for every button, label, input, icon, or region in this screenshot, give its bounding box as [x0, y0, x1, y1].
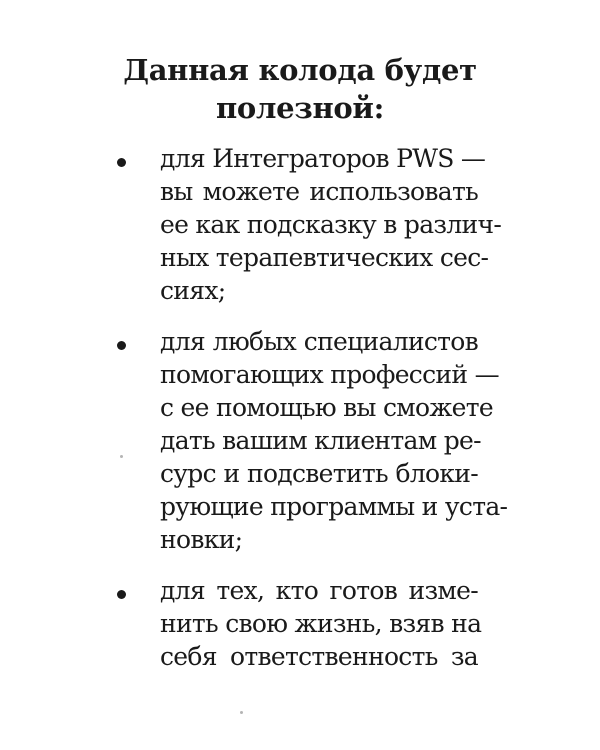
bullet-2-line-2: помогающих профессий — — [160, 360, 499, 389]
bullet-3-line-2: нить свою жизнь, взяв на — [160, 609, 482, 638]
bullet-1-line-2: вы можете использовать — [160, 177, 478, 206]
bullet-3-line-3: себя ответственность за — [160, 642, 478, 671]
bullet-1-line-5: сиях; — [160, 276, 226, 305]
bullet-1-line-1: для Интеграторов PWS — — [160, 144, 486, 173]
bullet-1-line-4: ных терапевтических сес- — [160, 243, 489, 272]
scan-speck — [240, 711, 243, 714]
page-heading-line-1: Данная колода будет — [123, 53, 477, 87]
bullet-3-line-1: для тех, кто готов изме- — [160, 576, 478, 605]
bullet-2-line-1: для любых специалистов — [160, 327, 478, 356]
bullet-marker-3 — [117, 590, 126, 599]
bullet-2-line-4: дать вашим клиентам ре- — [160, 426, 481, 455]
bullet-marker-2 — [117, 341, 126, 350]
bullet-1-line-3: ее как подсказку в различ- — [160, 210, 502, 239]
bullet-2-line-5: сурс и подсветить блоки- — [160, 459, 478, 488]
bullet-2-line-7: новки; — [160, 525, 243, 554]
scan-speck — [120, 455, 123, 458]
bullet-2-line-3: с ее помощью вы сможете — [160, 393, 493, 422]
page-heading-line-2: полезной: — [215, 91, 385, 125]
bullet-2-line-6: рующие программы и уста- — [160, 492, 508, 521]
bullet-marker-1 — [117, 158, 126, 167]
